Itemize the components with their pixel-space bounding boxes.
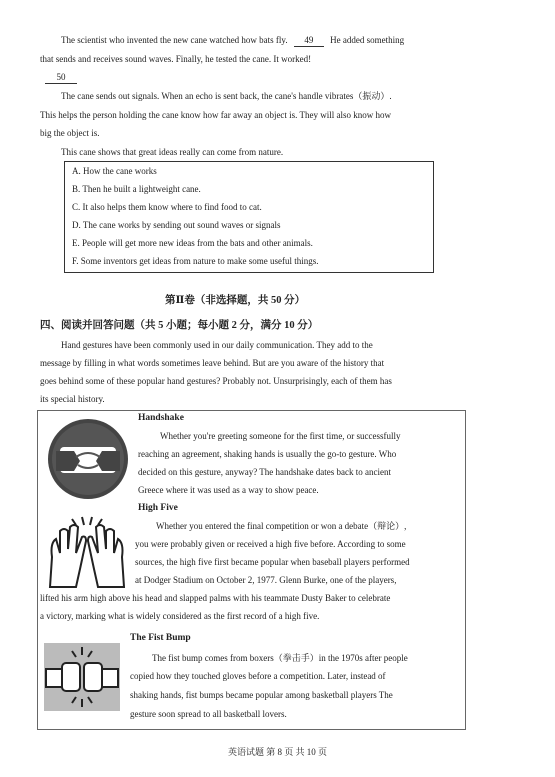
handshake-line: decided on this gesture, anyway? The handshake dates back to ancient [138, 467, 391, 477]
passage-line: The scientist who invented the new cane watched how bats fly. 49 He added something [61, 35, 405, 45]
section-title: 第Ⅱ卷（非选择题，共 50 分） [165, 295, 306, 306]
passage-line: The cane sends out signals. When an echo is sent back, the cane's handle vibrates（振动）. [61, 91, 392, 101]
part-title: 四、阅读并回答问题（共 5 小题；每小题 2 分，满分 10 分） [40, 320, 319, 331]
option-e: E. People will get more new ideas from the bats and other animals. [72, 238, 313, 248]
high-five-heading: High Five [138, 503, 178, 513]
high-five-line: a victory, marking what is widely considered as the first record of a high five. [40, 611, 320, 621]
fist-bump-line: shaking hands, fist bumps became popular among basketball players The [130, 690, 393, 700]
passage-line: that sends and receives sound waves. Finally, he tested the cane. It worked! [40, 54, 312, 64]
option-d: D. The cane works by sending out sound waves or signals [72, 220, 281, 230]
high-five-line: at Dodger Stadium on October 2, 1977. Glenn Burke, one of the players, [135, 575, 397, 585]
handshake-heading: Handshake [138, 413, 184, 423]
options-box [64, 161, 434, 273]
intro-line: its special history. [40, 394, 105, 404]
handshake-line: Greece where it was used as a way to show peace. [138, 485, 319, 495]
fist-bump-line: gesture soon spread to all basketball lovers. [130, 709, 287, 719]
intro-line: Hand gestures have been commonly used in our daily communication. They add to the [61, 340, 373, 350]
high-five-line: Whether you entered the final competition or won a debate（辩论）, [156, 521, 407, 531]
passage-line: big the object is. [40, 128, 100, 138]
handshake-line: Whether you're greeting someone for the first time, or successfully [160, 431, 401, 441]
option-a: A. How the cane works [72, 166, 157, 176]
passage-line: This helps the person holding the cane know how far away an object is. They will also know how [40, 110, 392, 120]
blank-50: 50 [45, 72, 77, 84]
high-five-line: you were probably given or received a high five before. According to some [135, 539, 406, 549]
high-five-line: sources, the high five first became popular when baseball players performed [135, 557, 410, 567]
passage-line [45, 72, 77, 84]
option-b: B. Then he built a lightweight cane. [72, 184, 201, 194]
fist-bump-line: copied how they touched gloves before a competition. Later, instead of [130, 671, 386, 681]
handshake-icon [46, 417, 130, 501]
blank-49: 49 [294, 35, 324, 47]
passage-line: This cane shows that great ideas really can come from nature. [61, 147, 284, 157]
option-f: F. Some inventors get ideas from nature to make some useful things. [72, 256, 319, 266]
fist-bump-line: The fist bump comes from boxers（拳击手）in the 1970s after people [152, 653, 408, 663]
handshake-line: reaching an agreement, shaking hands is usually the go-to gesture. Who [138, 449, 397, 459]
page-footer: 英语试题 第 8 页 共 10 页 [227, 747, 327, 757]
intro-line: message by filling in what words sometimes leave behind. But are you aware of the history that [40, 358, 385, 368]
high-five-icon [42, 513, 132, 591]
fist-bump-icon [44, 643, 120, 711]
high-five-line: lifted his arm high above his head and slapped palms with his teammate Dusty Baker to celebrate [40, 593, 391, 603]
intro-line: goes behind some of these popular hand gestures? Probably not. Unsurprisingly, each of them has [40, 376, 392, 386]
option-c: C. It also helps them know where to find food to cat. [72, 202, 262, 212]
reading-box [37, 410, 466, 730]
fist-bump-heading: The Fist Bump [130, 633, 191, 643]
